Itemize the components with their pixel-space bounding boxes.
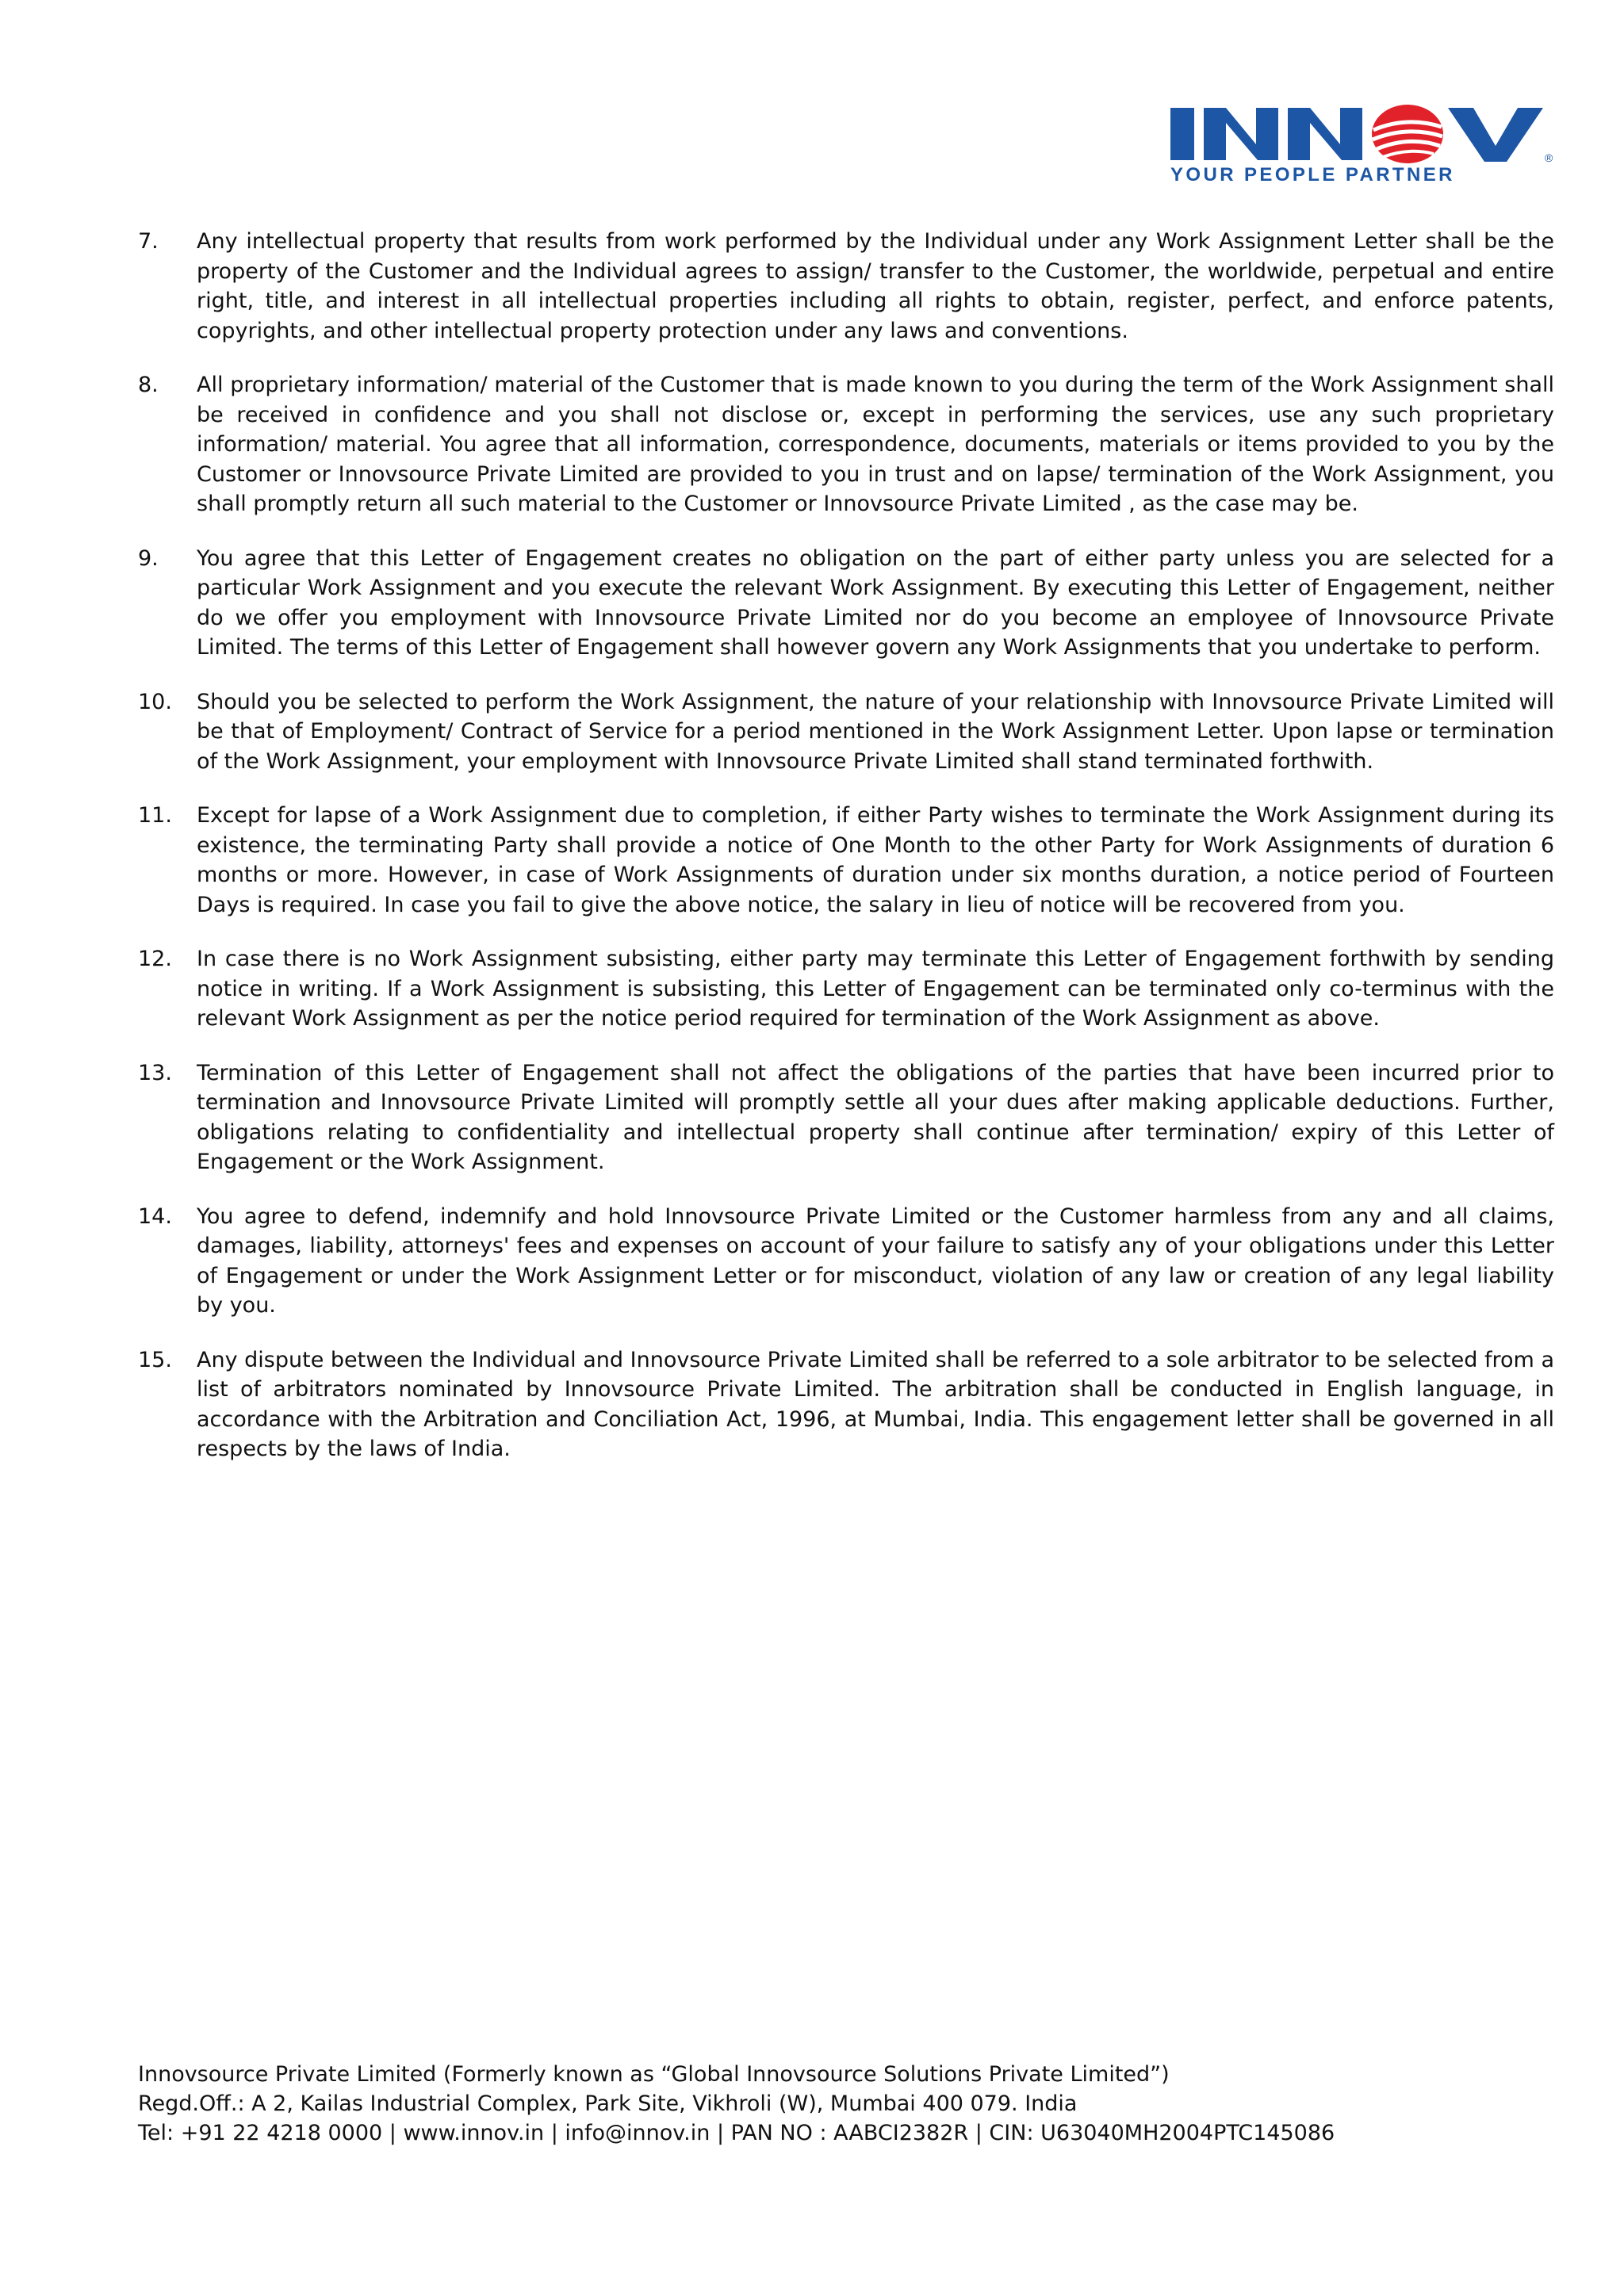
clause-number: 12. <box>138 947 172 971</box>
footer-registered-office: Regd.Off.: A 2, Kailas Industrial Complex, Park Site, Vikhroli (W), Mumbai 400 079. India <box>138 2091 1078 2116</box>
clause-number: 8. <box>138 373 159 397</box>
clause-7 <box>138 227 1554 346</box>
logo-letter-n-1 <box>1204 108 1278 160</box>
clause-number: 14. <box>138 1203 172 1229</box>
innov-logo <box>1169 98 1573 184</box>
clause-number: 11. <box>138 803 172 828</box>
clause-15 <box>138 1345 1554 1464</box>
footer-company-name: Innovsource Private Limited (Formerly known as “Global Innovsource Solutions Private Limited”) <box>138 2062 1170 2087</box>
logo-letter-v <box>1448 108 1543 162</box>
footer-contact-details: Tel: +91 22 4218 0000 | www.innov.in | info@innov.in | PAN NO : AABCI2382R | CIN: U63040MH2004PTC145086 <box>138 2121 1335 2145</box>
clause-11 <box>138 801 1554 920</box>
clause-text: Should you be selected to perform the Work Assignment, the nature of your relationship with Innovsource Private Limited will be that of Employment/ Contract of Service for a period mentioned in the Work Assignment Letter. Upon lapse or termination of the Work Assignment, your employment with Innovsource Private Limited shall stand terminated forthwith. <box>197 689 1554 774</box>
clause-number: 10. <box>138 689 172 714</box>
clause-text: Any dispute between the Individual and Innovsource Private Limited shall be referred to a sole arbitrator to be selected from a list of arbitrators nominated by Innovsource Private Limited. The arbitration shall be conducted in English language, in accordance with the Arbitration and Conciliation Act, 1996, at Mumbai, India. This engagement letter shall be governed in all respects by the laws of India. <box>197 1347 1554 1461</box>
clause-number: 13. <box>138 1060 172 1085</box>
logo-tagline: YOUR PEOPLE PARTNER <box>1170 164 1455 184</box>
clause-14 <box>138 1202 1554 1321</box>
clause-9 <box>138 544 1554 663</box>
clause-number: 15. <box>138 1347 172 1372</box>
clause-number: 9. <box>138 545 159 571</box>
logo-letter-n-2 <box>1288 108 1362 160</box>
globe-icon <box>1372 105 1443 163</box>
company-footer <box>138 2060 1554 2148</box>
svg-text:®: ® <box>1545 151 1553 164</box>
clause-10 <box>138 687 1554 777</box>
clause-text: You agree to defend, indemnify and hold Innovsource Private Limited or the Customer harmless from any and all claims, damages, liability, attorneys' fees and expenses on account of your failure to satisfy any of your obligations under this Letter of Engagement or under the Work Assignment Letter or for misconduct, violation of any law or creation of any legal liability by you. <box>197 1203 1554 1318</box>
clause-text: Termination of this Letter of Engagement shall not affect the obligations of the parties that have been incurred prior to termination and Innovsource Private Limited will promptly settle all your dues after making applicable deductions. Further, obligations relating to confidentiality and intellectual property shall continue after termination/ expiry of this Letter of Engagement or the Work Assignment. <box>197 1060 1554 1174</box>
clause-8 <box>138 370 1554 519</box>
terms-clause-list <box>138 227 1554 1489</box>
clause-text: All proprietary information/ material of the Customer that is made known to you during the term of the Work Assignment shall be received in confidence and you shall not disclose or, except in performing the services, use any such proprietary information/ material. You agree that all information, correspondence, documents, materials or items provided to you by the Customer or Innovsource Private Limited are provided to you in trust and on lapse/ termination of the Work Assignment, you shall promptly return all such material to the Customer or Innovsource Private Limited , as the case may be. <box>197 373 1554 516</box>
clause-text: Except for lapse of a Work Assignment due to completion, if either Party wishes to terminate the Work Assignment during its existence, the terminating Party shall provide a notice of One Month to the other Party for Work Assignments of duration 6 months or more. However, in case of Work Assignments of duration under six months duration, a notice period of Fourteen Days is required. In case you fail to give the above notice, the salary in lieu of notice will be recovered from you. <box>197 803 1554 917</box>
logo-letter-i <box>1170 108 1194 160</box>
clause-text: You agree that this Letter of Engagement creates no obligation on the part of either party unless you are selected for a particular Work Assignment and you execute the relevant Work Assignment. By executing this Letter of Engagement, neither do we offer you employment with Innovsource Private Limited nor do you become an employee of Innovsource Private Limited. The terms of this Letter of Engagement shall however govern any Work Assignments that you undertake to perform. <box>197 545 1554 660</box>
innov-logo-mark <box>1169 98 1573 184</box>
clause-number: 7. <box>138 229 159 254</box>
clause-12 <box>138 944 1554 1034</box>
clause-text: Any intellectual property that results from work performed by the Individual under any Work Assignment Letter shall be the property of the Customer and the Individual agrees to assign/ transfer to the Customer, the worldwide, perpetual and entire right, title, and interest in all intellectual properties including all rights to obtain, register, perfect, and enforce patents, copyrights, and other intellectual property protection under any laws and conventions. <box>197 229 1554 343</box>
clause-13 <box>138 1058 1554 1177</box>
clause-text: In case there is no Work Assignment subsisting, either party may terminate this Letter of Engagement forthwith by sending notice in writing. If a Work Assignment is subsisting, this Letter of Engagement can be terminated only co-terminus with the relevant Work Assignment as per the notice period required for termination of the Work Assignment as above. <box>197 947 1554 1031</box>
